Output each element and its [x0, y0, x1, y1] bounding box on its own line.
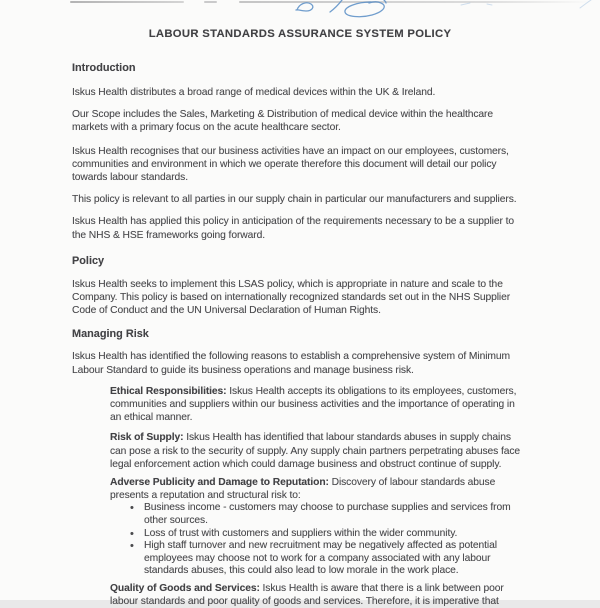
risk-item-line: can pose a risk to the security of supply. Any supply chain partners perpetrating abuses face — [110, 445, 521, 457]
paragraph — [72, 86, 528, 99]
risk-item-label: Risk of Supply: — [110, 432, 184, 444]
paragraph-line: Labour Standard to guide its business operations and manage business risk. — [72, 364, 414, 376]
section-heading-introduction: Introduction — [72, 62, 136, 74]
paragraph — [72, 278, 528, 318]
paragraph-line: the NHS & HSE frameworks going forward. — [72, 229, 265, 241]
risk-item-label: Quality of Goods and Services: — [110, 583, 260, 595]
risk-item-line — [110, 431, 528, 444]
risk-item-line — [110, 582, 528, 595]
paragraph-line: Iskus Health has applied this policy in anticipation of the requirements necessary to be a supplier to — [72, 216, 514, 228]
bullet-line: • Loss of trust with customers and suppliers within the wider community. — [144, 527, 458, 539]
risk-item-ethical-responsibilities — [110, 385, 528, 425]
paragraph-line: markets with a primary focus on the acute healthcare sector. — [72, 122, 341, 134]
paragraph-line: This policy is relevant to all parties in our supply chain in particular our manufacturers and suppliers. — [72, 194, 517, 206]
risk-item-line: legal enforcement action which could damage business and obstruct continue of supply. — [110, 458, 502, 470]
paragraph-line: Iskus Health recognises that our business activities have an impact on our employees, customers, — [72, 145, 509, 157]
paragraph-line: Company. This policy is based on internationally recognized standards set out in the NHS Supplier — [72, 292, 511, 304]
bullet-line: standards abuses, this could also lead to low morale in the work place. — [144, 565, 459, 577]
paragraph — [72, 108, 528, 134]
risk-item-line — [110, 476, 528, 489]
paragraph-line: Iskus Health distributes a broad range of medical devices within the UK & Ireland. — [72, 87, 436, 98]
risk-item-label: Ethical Responsibilities: — [110, 385, 227, 397]
paragraph-line: Iskus Health seeks to implement this LSAS policy, which is appropriate in nature and scale to the — [72, 278, 503, 290]
risk-item-line: communities and suppliers within our business activities and the importance of operating in — [110, 399, 515, 411]
bullet-item — [144, 540, 528, 578]
paragraph — [72, 145, 528, 185]
paragraph — [72, 193, 528, 206]
paragraph — [72, 215, 528, 241]
paragraph-line: communities and environment in which we operate therefore this document will detail our policy — [72, 158, 497, 170]
risk-item-line — [110, 385, 528, 398]
risk-item-text: Discovery of labour standards abuse — [328, 477, 496, 489]
bullet-line: employees may choose not to work for a company associated with any labour — [144, 552, 491, 564]
bullet-line: other sources. — [144, 515, 208, 527]
bullet-line: • Business income - customers may choose to purchase supplies and services from — [144, 502, 511, 514]
risk-item-line: presents a reputation and structural risk to: — [110, 490, 301, 502]
bullet-item — [144, 528, 528, 541]
paragraph-line: towards labour standards. — [72, 172, 188, 184]
section-heading-policy: Policy — [72, 254, 105, 267]
risk-item-text: Iskus Health accepts its obligations to its employees, customers, — [226, 385, 517, 397]
bullet-item — [144, 502, 528, 527]
paragraph-line: Our Scope includes the Sales, Marketing & Distribution of medical device within the healthcare — [72, 109, 494, 121]
risk-item-label: Adverse Publicity and Damage to Reputation: — [110, 477, 329, 489]
paragraph-line: Iskus Health has identified the following reasons to establish a comprehensive system of Minimum — [72, 351, 510, 363]
risk-item-quality-of-goods — [110, 582, 528, 608]
risk-item-line: labour standards and poor quality of goods and services. Therefore, it is imperative that — [110, 596, 499, 608]
section-heading-managing-risk: Managing Risk — [72, 328, 149, 341]
document-title: LABOUR STANDARDS ASSURANCE SYSTEM POLICY — [148, 28, 452, 40]
paragraph — [72, 350, 528, 376]
bullet-line: • High staff turnover and new recruitment may be negatively affected as potential — [144, 540, 497, 552]
bullet-list — [110, 502, 528, 578]
risk-item-text: Iskus Health is aware that there is a link between poor — [259, 583, 504, 595]
risk-item-risk-of-supply — [110, 431, 528, 471]
risk-item-adverse-publicity — [110, 476, 528, 578]
risk-item-line: an ethical manner. — [110, 412, 193, 424]
paragraph-line: Code of Conduct and the UN Universal Declaration of Human Rights. — [72, 305, 381, 317]
risk-item-text: Iskus Health has identified that labour standards abuses in supply chains — [183, 432, 511, 444]
